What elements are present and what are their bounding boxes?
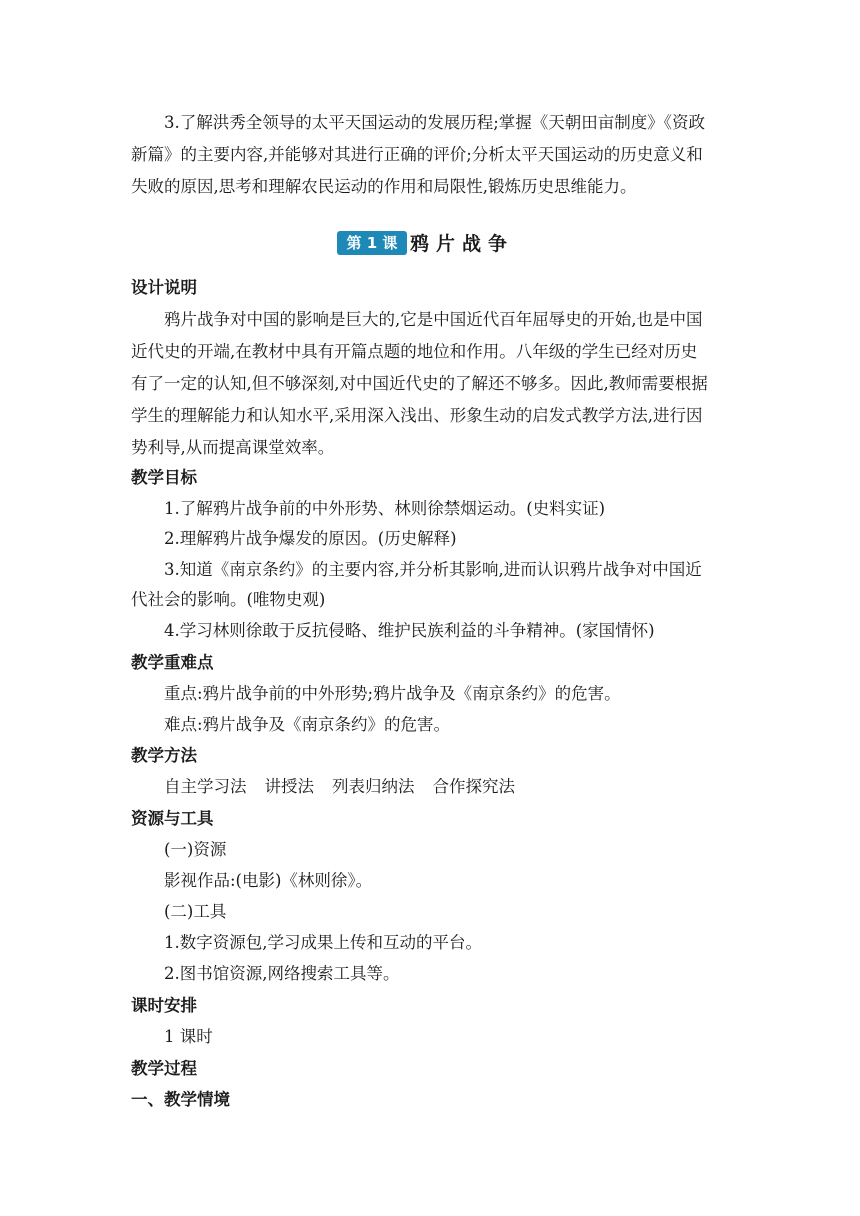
goal-line: 3.知道《南京条约》的主要内容,并分析其影响,进而认识鸦片战争对中国近 [164, 560, 702, 579]
section-heading-schedule: 课时安排 [131, 996, 197, 1015]
method-item: 自主学习法 [164, 777, 247, 796]
section-heading-goals: 教学目标 [131, 468, 197, 487]
design-line: 有了一定的认知,但不够深刻,对中国近代史的了解还不够多。因此,教师需要根据 [131, 374, 708, 393]
tool-item: 1.数字资源包,学习成果上传和互动的平台。 [164, 933, 482, 952]
key-point-focus: 重点:鸦片战争前的中外形势;鸦片战争及《南京条约》的危害。 [164, 684, 621, 703]
method-list [131, 771, 764, 803]
intro-objective-line: 新篇》的主要内容,并能够对其进行正确的评价;分析太平天国运动的历史意义和 [131, 145, 703, 164]
intro-objective-line: 3.了解洪秀全领导的太平天国运动的发展历程;掌握《天朝田亩制度》《资政 [164, 113, 706, 132]
goal-line: 代社会的影响。(唯物史观) [131, 590, 326, 609]
method-item: 讲授法 [264, 777, 314, 796]
section-heading-methods: 教学方法 [131, 746, 197, 765]
method-item: 合作探究法 [432, 777, 515, 796]
intro-objective-line: 失败的原因,思考和理解农民运动的作用和局限性,锻炼历史思维能力。 [131, 177, 637, 196]
tool-subheading: (二)工具 [164, 902, 227, 921]
lesson-badge: 第 1 课 [337, 231, 407, 255]
section-heading-process: 教学过程 [131, 1059, 197, 1078]
design-line: 鸦片战争对中国的影响是巨大的,它是中国近代百年屈辱史的开始,也是中国 [164, 310, 703, 329]
design-line: 学生的理解能力和认知水平,采用深入浅出、形象生动的启发式教学方法,进行因 [131, 406, 703, 425]
tool-item: 2.图书馆资源,网络搜索工具等。 [164, 964, 400, 983]
goal-line: 1.了解鸦片战争前的中外形势、林则徐禁烟运动。(史料实证) [164, 499, 606, 518]
key-point-difficulty: 难点:鸦片战争及《南京条约》的危害。 [164, 715, 451, 734]
resource-subheading: (一)资源 [164, 840, 227, 859]
resource-film: 影视作品:(电影)《林则徐》。 [164, 871, 373, 890]
process-subheading: 一、教学情境 [131, 1090, 230, 1109]
method-item: 列表归纳法 [332, 777, 415, 796]
section-heading-key-points: 教学重难点 [131, 653, 214, 672]
lesson-title: 鸦片战争 [410, 233, 515, 255]
goal-line: 4.学习林则徐敢于反抗侵略、维护民族利益的斗争精神。(家国情怀) [164, 621, 655, 640]
goal-line: 2.理解鸦片战争爆发的原因。(历史解释) [164, 529, 457, 548]
design-line: 势利导,从而提高课堂效率。 [131, 438, 335, 457]
section-heading-design: 设计说明 [131, 278, 197, 297]
schedule-value: 1 课时 [164, 1027, 213, 1046]
design-line: 近代史的开端,在教材中具有开篇点题的地位和作用。八年级的学生已经对历史 [131, 342, 698, 361]
section-heading-resources: 资源与工具 [131, 809, 214, 828]
